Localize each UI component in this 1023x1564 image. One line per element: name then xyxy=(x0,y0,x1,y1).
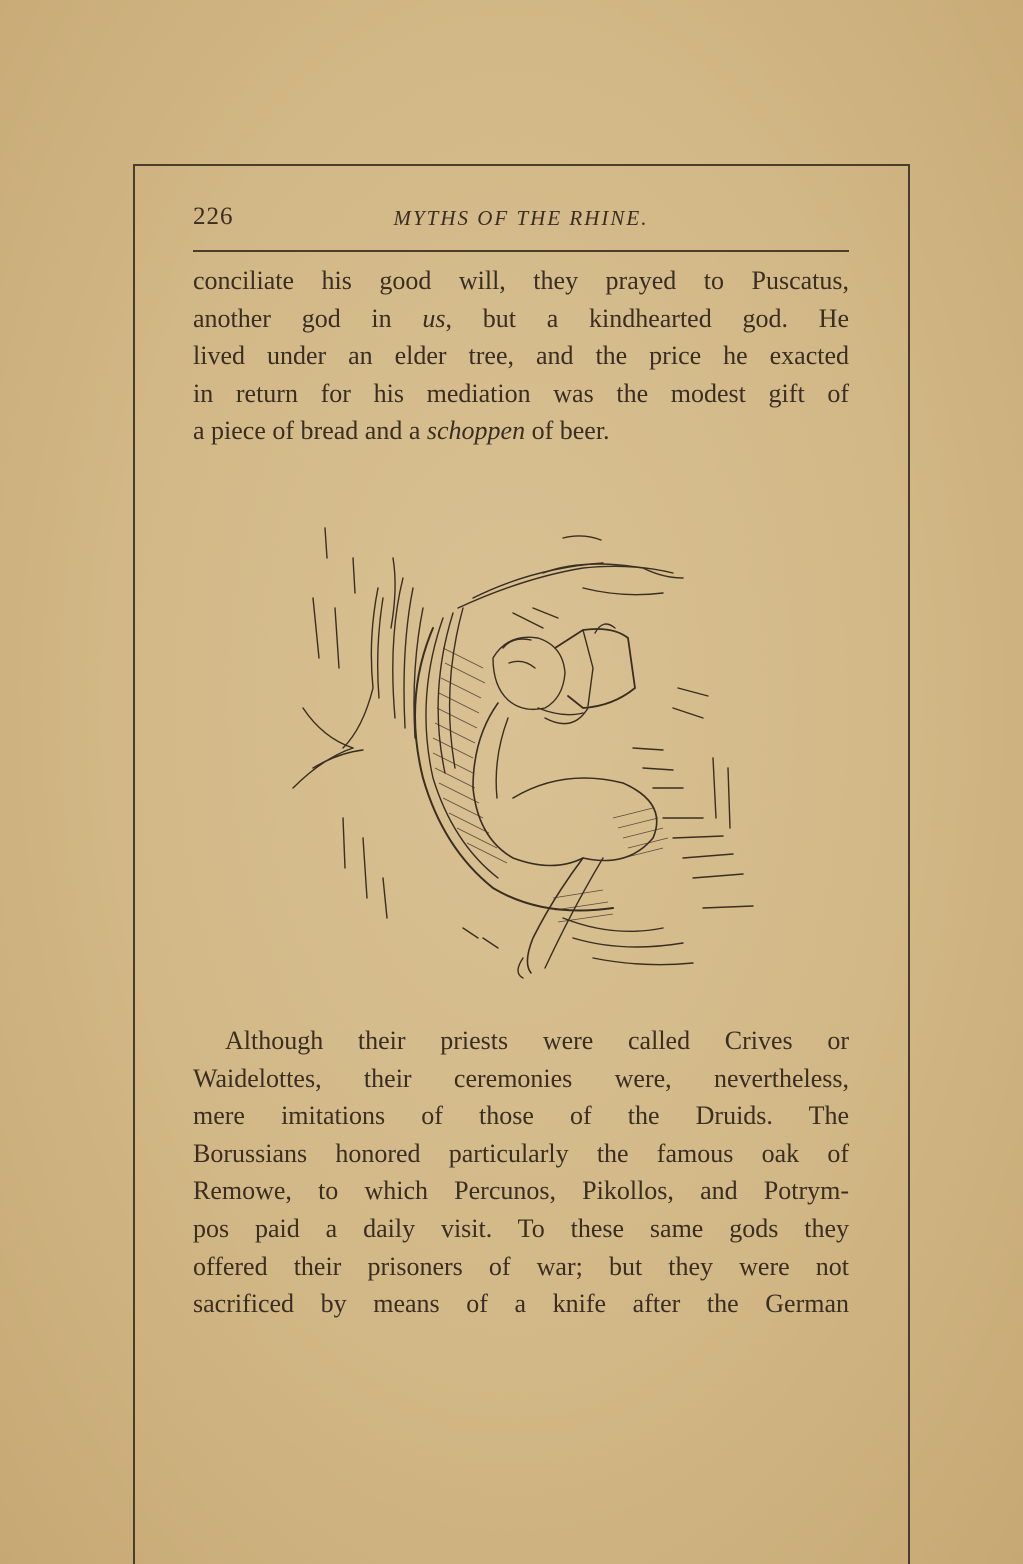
text-line: Although their priests were called Crives or xyxy=(225,1026,849,1055)
text-line: Borussians honored particularly the famous oak of xyxy=(193,1138,849,1168)
text-line xyxy=(193,412,849,450)
text-line: sacrificed by means of a knife after the German xyxy=(193,1289,849,1319)
page-number: 226 xyxy=(193,203,234,230)
text-line: Waidelottes, their ceremonies were, nevertheless, xyxy=(193,1063,849,1093)
paragraph-1 xyxy=(193,262,849,450)
text-line: lived under an elder tree, and the price he exacted xyxy=(193,341,849,371)
text-run: a piece of bread and a xyxy=(193,416,427,446)
text-line xyxy=(193,300,849,338)
text-run: another god in xyxy=(193,303,423,333)
text-line: conciliate his good will, they prayed to Puscatus, xyxy=(193,266,849,295)
text-line: in return for his mediation was the modest gift of xyxy=(193,378,849,408)
text-line: pos paid a daily visit. To these same gods they xyxy=(193,1213,849,1243)
paragraph-2 xyxy=(193,1022,849,1323)
text-run: , but a kindhearted god. He xyxy=(445,303,849,333)
text-line: offered their prisoners of war; but they were not xyxy=(193,1251,849,1281)
text-line: mere imitations of those of the Druids. The xyxy=(193,1101,849,1131)
running-head xyxy=(193,203,849,239)
text-line: Remowe, to which Percunos, Pikollos, and Potrym- xyxy=(193,1176,849,1206)
text-run: of beer. xyxy=(525,416,610,446)
italic-term: schoppen xyxy=(426,416,526,446)
header-rule xyxy=(193,250,849,252)
running-title: MYTHS OF THE RHINE. xyxy=(393,206,649,230)
illustration-drinking-figure xyxy=(283,518,763,988)
italic-term: us xyxy=(422,303,446,333)
